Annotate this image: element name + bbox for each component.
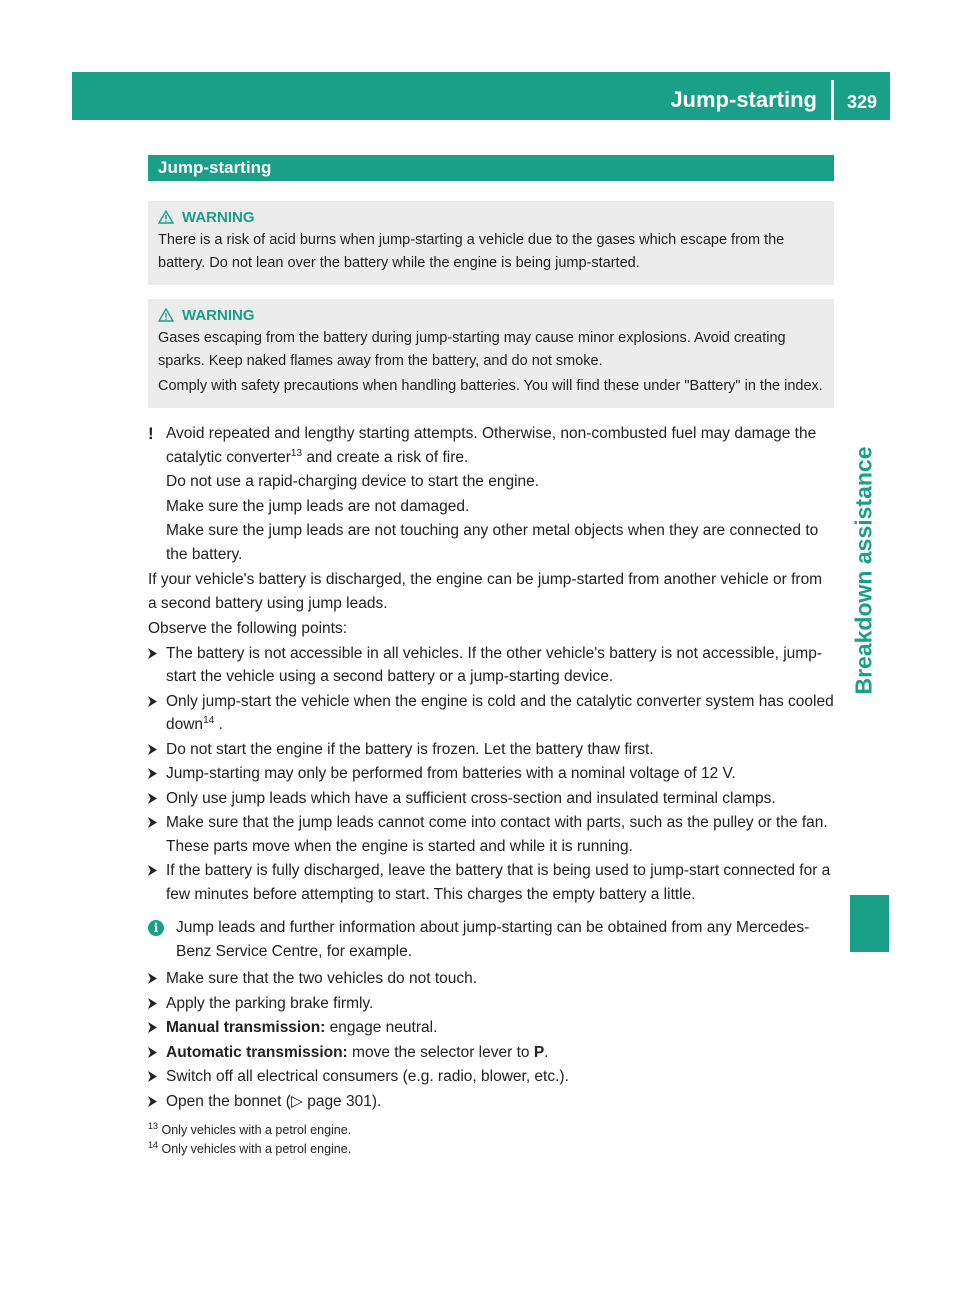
warning-box <box>148 299 834 408</box>
arrow-bullet-icon <box>148 1047 157 1058</box>
warning-triangle-icon <box>158 210 174 224</box>
info-icon: i <box>148 920 164 936</box>
arrow-bullet-icon <box>148 1096 157 1107</box>
arrow-bullet-icon <box>148 648 157 659</box>
body-paragraph: If your vehicle's battery is discharged, the engine can be jump-started from another vehicle or from a second battery using jump leads. <box>148 571 823 612</box>
list-item-text: If the battery is fully discharged, leave the battery that is being used to jump-start connected for a few minutes before attempting to start. This charges the empty battery a little. <box>166 862 831 903</box>
main-content <box>148 155 834 1159</box>
page-reference-icon: ▷ <box>290 1092 303 1110</box>
list-item <box>148 859 834 906</box>
side-chapter-label <box>846 440 882 700</box>
arrow-bullet-icon <box>148 696 157 707</box>
arrow-bullet-icon <box>148 973 157 984</box>
footnote-text: Only vehicles with a petrol engine. <box>161 1142 352 1156</box>
warning-title: WARNING <box>182 306 255 324</box>
list-item-text: Make sure that the two vehicles do not touch. <box>166 970 478 987</box>
section-title: Jump-starting <box>148 155 834 181</box>
page-number: 329 <box>846 92 878 112</box>
list-item-text: Only use jump leads which have a sufficient cross-section and insulated terminal clamps. <box>166 789 776 807</box>
list-item <box>148 967 834 991</box>
note-text: Do not use a rapid-charging device to start the engine. <box>166 473 540 490</box>
footnote-number: 14 <box>148 1139 159 1150</box>
list-item-text: engage neutral. <box>325 1019 438 1036</box>
list-item <box>148 738 834 762</box>
side-chapter-tab <box>850 895 889 952</box>
warning-box <box>148 201 834 285</box>
list-item <box>148 787 834 811</box>
arrow-bullet-icon <box>148 865 157 876</box>
note-text: Make sure the jump leads are not damaged. <box>166 497 470 515</box>
header-title: Jump-starting <box>670 80 834 120</box>
arrow-bullet-icon <box>148 1071 157 1082</box>
list-item <box>148 992 834 1016</box>
warning-text: Comply with safety precautions when handling batteries. You will find these under "Battery" in the index. <box>158 378 823 394</box>
list-item <box>148 1065 834 1089</box>
list-item <box>148 762 834 786</box>
note-text <box>166 422 834 469</box>
warning-text: Gases escaping from the battery during jump-starting may cause minor explosions. Avoid creating sparks. Keep naked flames away from the battery, and do not smoke. <box>158 330 786 369</box>
page-reference-link[interactable]: page 301). <box>302 1092 382 1110</box>
warning-text: There is a risk of acid burns when jump-starting a vehicle due to the gases which escape from the battery. Do not lean over the battery while the engine is being jump-started. <box>158 232 785 271</box>
exclamation-icon: ! <box>148 424 154 443</box>
info-note <box>148 916 834 963</box>
note-text: Make sure the jump leads are not touching any other metal objects when they are connected to the battery. <box>166 522 819 563</box>
footnotes <box>148 1121 834 1159</box>
warning-triangle-icon <box>158 308 174 322</box>
list-item-text: Open the bonnet ( <box>166 1092 291 1110</box>
arrow-bullet-icon <box>148 1022 157 1033</box>
footnote <box>148 1121 834 1140</box>
list-item-label: Manual transmission: <box>166 1019 326 1036</box>
list-item-text: Jump-starting may only be performed from batteries with a nominal voltage of 12 V. <box>166 765 736 782</box>
list-item-text: . <box>544 1043 549 1061</box>
list-item-text: Make sure that the jump leads cannot come into contact with parts, such as the pulley or the fan. These parts move when the engine is started and while it is running. <box>166 814 828 855</box>
arrow-bullet-icon <box>148 768 157 779</box>
list-item <box>148 1090 834 1114</box>
footnote-number: 13 <box>148 1120 159 1131</box>
note-text-part: and create a risk of fire. <box>302 448 469 466</box>
list-item <box>148 811 834 858</box>
page-header <box>72 72 890 120</box>
warning-header <box>158 305 824 325</box>
footnote-ref[interactable]: 14 <box>203 714 215 726</box>
list-item-label: Automatic transmission: <box>166 1043 348 1061</box>
arrow-bullet-icon <box>148 817 157 828</box>
list-item <box>148 1041 834 1065</box>
list-item-text: Only jump-start the vehicle when the engine is cold and the catalytic converter system has cooled down <box>166 692 834 733</box>
footnote <box>148 1140 834 1159</box>
footnote-ref[interactable]: 13 <box>290 447 303 459</box>
list-item-text: Do not start the engine if the battery is frozen. Let the battery thaw first. <box>166 740 654 758</box>
footnote-text: Only vehicles with a petrol engine. <box>161 1123 352 1137</box>
note-text-part: Avoid repeated and lengthy starting attempts. Otherwise, non-combusted fuel may damage the catalytic converter <box>166 425 817 466</box>
arrow-bullet-icon <box>148 998 157 1009</box>
list-item-text: . <box>214 716 223 733</box>
list-item-text: The battery is not accessible in all vehicles. If the other vehicle's battery is not accessible, jump-start the vehicle using a second battery or a jump-starting device. <box>166 644 822 685</box>
side-chapter-label-text: Breakdown assistance <box>850 445 877 695</box>
list-item-text: Apply the parking brake firmly. <box>166 994 374 1012</box>
body-paragraph: Observe the following points: <box>148 620 348 637</box>
arrow-bullet-icon <box>148 793 157 804</box>
warning-header <box>158 207 824 227</box>
list-item-text: Switch off all electrical consumers (e.g. radio, blower, etc.). <box>166 1068 569 1085</box>
selector-position: P <box>533 1043 545 1061</box>
material-damage-note <box>148 422 834 566</box>
info-text: Jump leads and further information about jump-starting can be obtained from any Mercedes-Benz Service Centre, for example. <box>176 919 810 960</box>
list-item <box>148 690 834 737</box>
list-item-text: move the selector lever to <box>347 1043 534 1061</box>
arrow-bullet-icon <box>148 744 157 755</box>
list-item <box>148 1016 834 1040</box>
list-item <box>148 642 834 689</box>
warning-title: WARNING <box>182 208 255 226</box>
